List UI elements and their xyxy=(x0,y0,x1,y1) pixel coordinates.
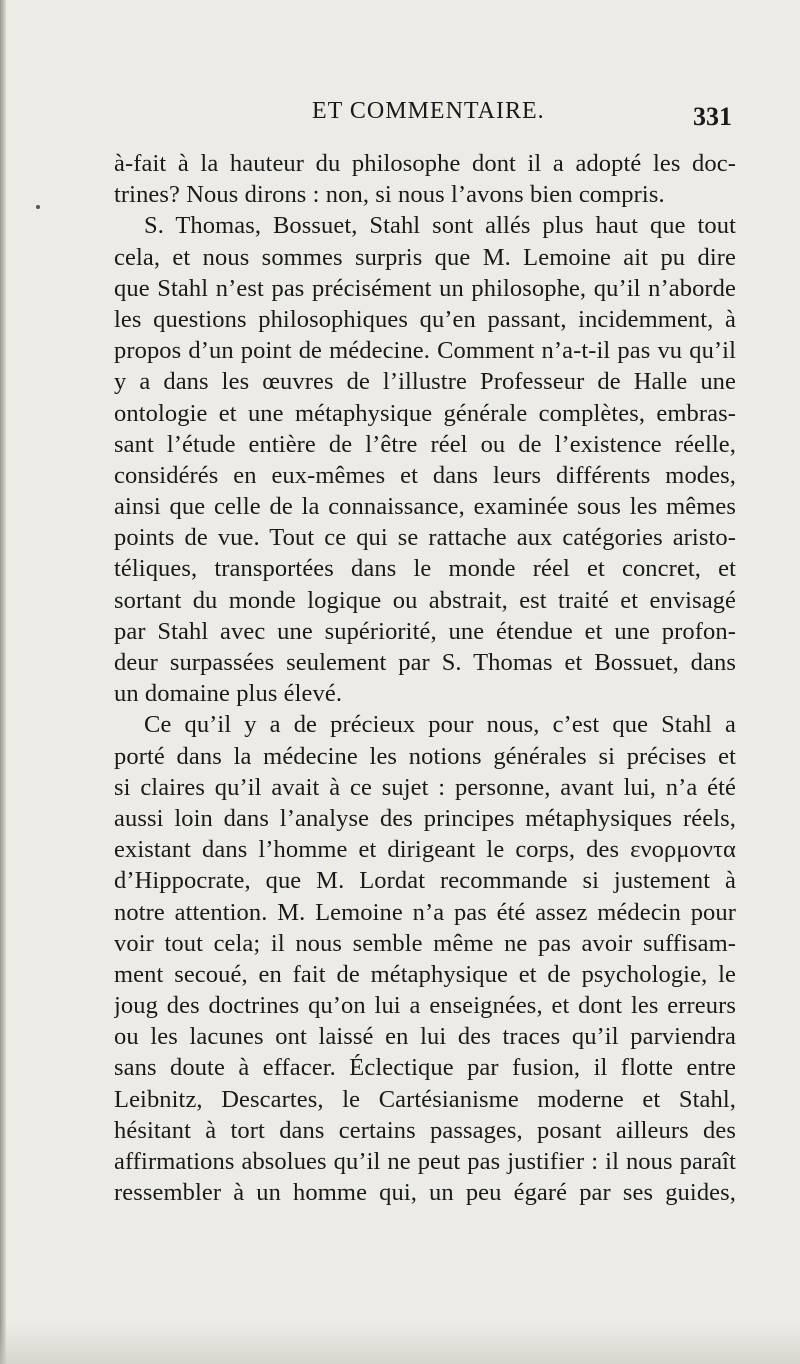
page-number: 331 xyxy=(693,102,732,131)
page-binding-edge xyxy=(0,0,6,1364)
text-line: un domaine plus élevé. xyxy=(114,680,343,708)
text-line: sant l’étude entière de l’être réel ou de l’existence réelle, xyxy=(114,430,736,458)
text-line: sortant du monde logique ou abstrait, est traité et envisagé xyxy=(114,586,736,614)
text-line: deur surpassées seulement par S. Thomas et Bossuet, dans xyxy=(114,649,736,676)
text-line: y a dans les œuvres de l’illustre Professeur de Halle une xyxy=(114,368,736,396)
page-bottom-shadow xyxy=(0,1324,800,1364)
text-line: ainsi que celle de la connaissance, examinée sous les mêmes xyxy=(114,493,736,521)
text-line: à-fait à la hauteur du philosophe dont il a adopté les doc- xyxy=(114,150,736,177)
stray-ink-mark xyxy=(36,205,40,209)
text-line: joug des doctrines qu’on lui a enseignées, et dont les erreurs xyxy=(114,992,736,1020)
text-line: sans doute à effacer. Éclectique par fusion, il flotte entre xyxy=(114,1054,736,1082)
running-title: ET COMMENTAIRE. xyxy=(312,98,545,124)
text-line: ment secoué, en fait de métaphysique et de psychologie, le xyxy=(114,960,736,988)
text-line: aussi loin dans l’analyse des principes métaphysiques réels, xyxy=(114,804,736,832)
text-line: existant dans l’homme et dirigeant le corps, des ενορμοντα xyxy=(114,836,736,864)
text-line: voir tout cela; il nous semble même ne pas avoir suffisam- xyxy=(114,929,736,957)
text-line: porté dans la médecine les notions générales si précises et xyxy=(114,742,736,770)
text-line: affirmations absolues qu’il ne peut pas justifier : il nous paraît xyxy=(114,1148,736,1175)
text-line: d’Hippocrate, que M. Lordat recommande si justement à xyxy=(114,867,736,895)
text-line: les questions philosophiques qu’en passant, incidemment, à xyxy=(114,305,736,333)
text-line: par Stahl avec une supériorité, une étendue et une profon- xyxy=(114,617,736,645)
text-line: téliques, transportées dans le monde réel et concret, et xyxy=(114,555,736,583)
text-line: trines? Nous dirons : non, si nous l’avons bien compris. xyxy=(114,181,665,209)
body-text xyxy=(114,148,736,1208)
text-line: cela, et nous sommes surpris que M. Lemoine ait pu dire xyxy=(114,243,736,271)
text-line: hésitant à tort dans certains passages, posant ailleurs des xyxy=(114,1116,736,1144)
text-line: Ce qu’il y a de précieux pour nous, c’est que Stahl a xyxy=(144,711,736,739)
text-line: ou les lacunes ont laissé en lui des traces qu’il parviendra xyxy=(114,1023,736,1051)
running-head xyxy=(0,98,800,138)
text-line: notre attention. M. Lemoine n’a pas été assez médecin pour xyxy=(114,898,736,926)
text-line: propos d’un point de médecine. Comment n’a-t-il pas vu qu’il xyxy=(114,337,736,365)
text-line: points de vue. Tout ce qui se rattache aux catégories aristo- xyxy=(114,524,736,552)
text-line: ressembler à un homme qui, un peu égaré par ses guides, xyxy=(114,1179,736,1207)
text-line: si claires qu’il avait à ce sujet : personne, avant lui, n’a été xyxy=(114,773,736,801)
text-line: Leibnitz, Descartes, le Cartésianisme moderne et Stahl, xyxy=(114,1085,736,1113)
text-line: ontologie et une métaphysique générale complètes, embras- xyxy=(114,399,736,427)
text-line: considérés en eux-mêmes et dans leurs différents modes, xyxy=(114,461,736,489)
text-line: S. Thomas, Bossuet, Stahl sont allés plus haut que tout xyxy=(144,212,736,240)
text-line: que Stahl n’est pas précisément un philosophe, qu’il n’aborde xyxy=(114,274,736,302)
